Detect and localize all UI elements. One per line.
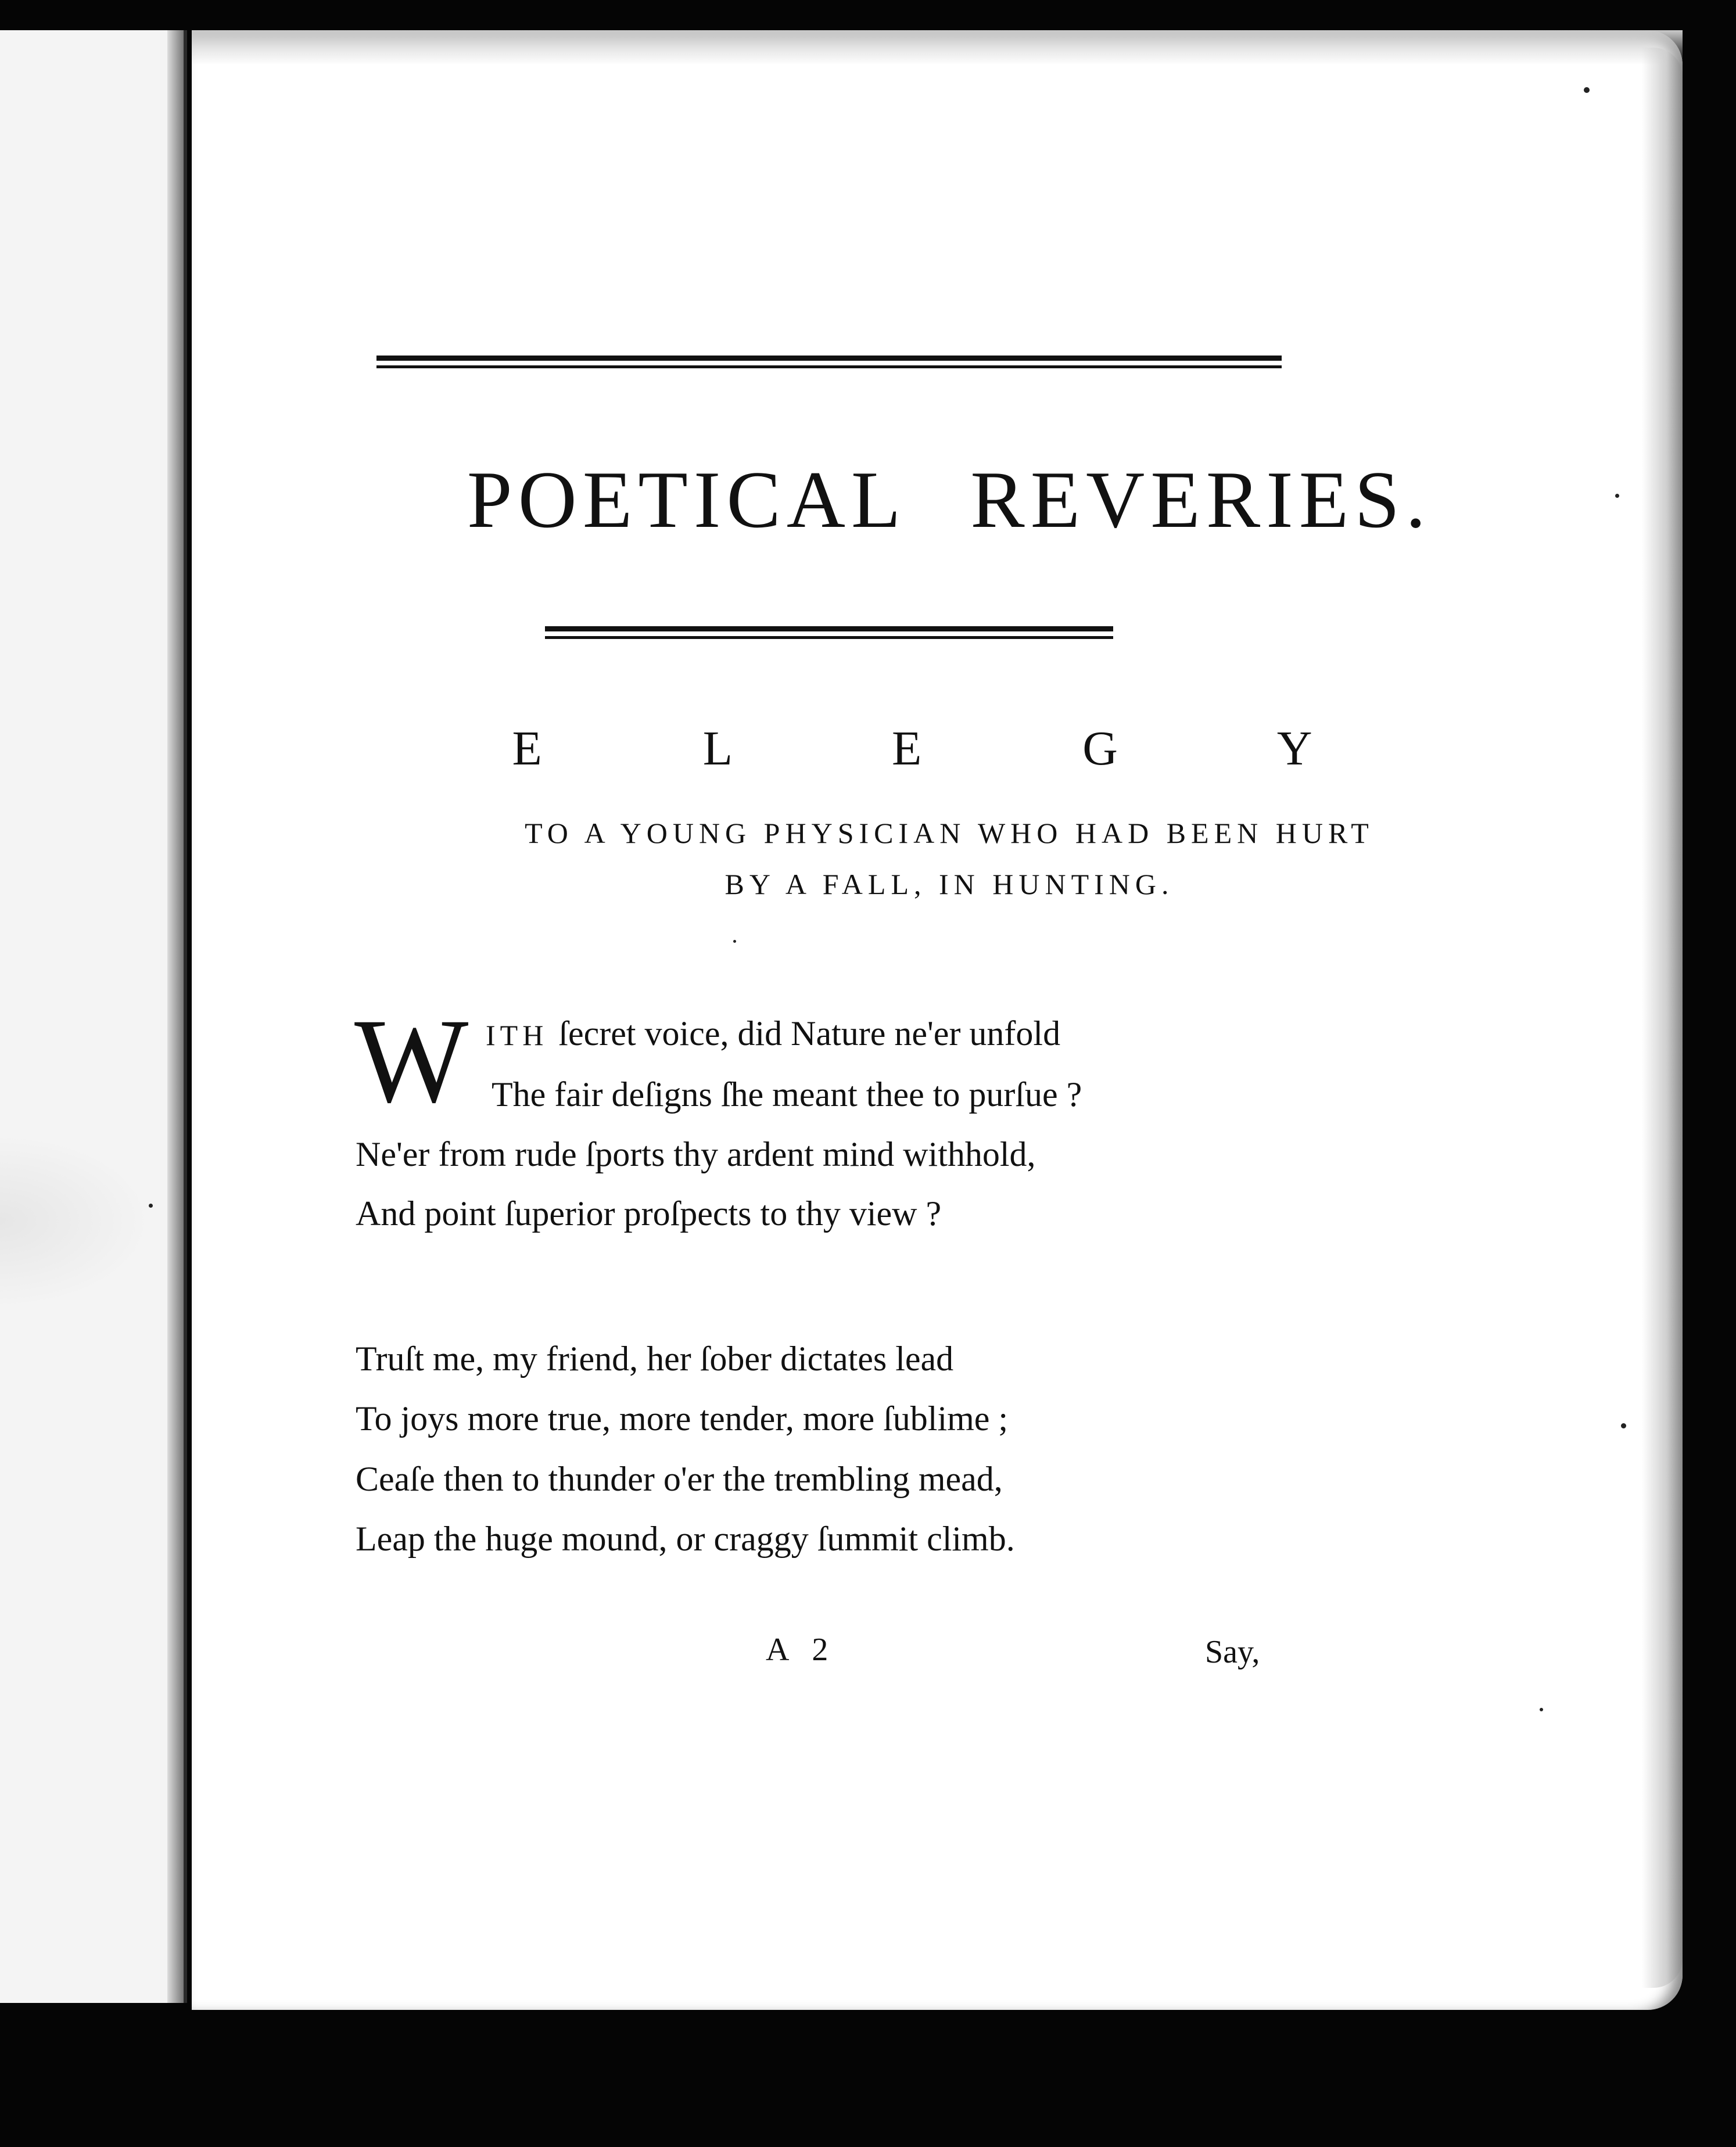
page-heading: POETICAL REVERIES.	[467, 455, 1432, 545]
opening-small-caps: ITH	[486, 1019, 548, 1051]
gutter-shadow	[167, 30, 184, 2003]
double-rule-middle	[545, 626, 1113, 639]
stanza-2-line-2: To joys more true, more tender, more ſublime ;	[356, 1399, 1009, 1438]
ink-speck	[1615, 494, 1619, 498]
page-top-shadow	[192, 30, 1683, 65]
subtitle-line-1: TO A YOUNG PHYSICIAN WHO HAD BEEN HURT	[525, 817, 1374, 849]
ink-speck	[149, 1204, 153, 1208]
signature-mark: A 2	[766, 1632, 837, 1668]
ink-speck	[1584, 87, 1590, 93]
stanza-1-line-1	[486, 1014, 1060, 1054]
drop-cap: W	[354, 994, 469, 1128]
left-facing-page-edge	[0, 30, 187, 2003]
stanza-1-line-2: The fair deſigns ſhe meant thee to purſue ?	[492, 1075, 1082, 1114]
page-right-edge	[1642, 48, 1683, 1988]
ink-speck	[1540, 1708, 1543, 1711]
ink-speck	[733, 940, 736, 943]
catchword: Say,	[1205, 1634, 1260, 1670]
stanza-2-line-1: Truſt me, my friend, her ſober dictates lead	[356, 1340, 954, 1378]
stanza-2-line-4: Leap the huge mound, or craggy ſummit climb.	[356, 1520, 1015, 1558]
stanza-1-line-4: And point ſuperior proſpects to thy view ?	[356, 1194, 942, 1233]
stanza-1-line-1-text: ſecret voice, did Nature ne'er unfold	[558, 1014, 1061, 1053]
section-title: E L E G Y	[512, 721, 1387, 775]
double-rule-top	[376, 356, 1282, 368]
paper-stain	[0, 1134, 151, 1308]
subtitle-line-2: BY A FALL, IN HUNTING.	[724, 868, 1174, 900]
stanza-1-line-3: Ne'er from rude ſports thy ardent mind withhold,	[356, 1135, 1036, 1173]
ink-speck	[1621, 1423, 1626, 1428]
stanza-2-line-3: Ceaſe then to thunder o'er the trembling mead,	[356, 1460, 1003, 1498]
